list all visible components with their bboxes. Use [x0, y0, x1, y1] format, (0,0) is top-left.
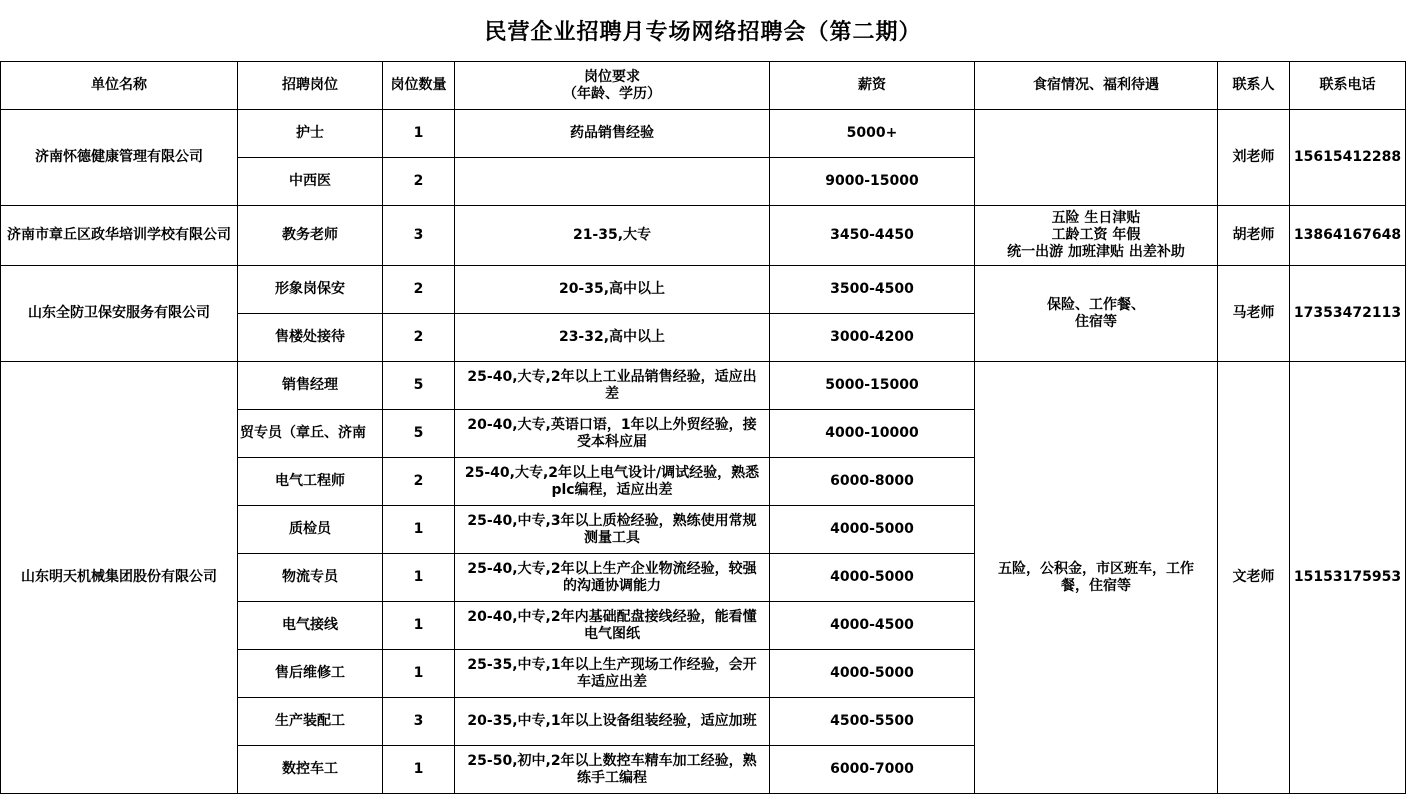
company-name: 山东明天机械集团股份有限公司 [1, 362, 238, 794]
header-count: 岗位数量 [383, 62, 455, 110]
job-salary: 4000-10000 [770, 410, 975, 458]
table-row [1, 206, 1406, 266]
job-position: 物流专员 [238, 554, 383, 602]
job-position: 教务老师 [238, 206, 383, 266]
company-name: 济南市章丘区政华培训学校有限公司 [1, 206, 238, 266]
job-salary: 4000-5000 [770, 554, 975, 602]
job-salary: 4500-5500 [770, 698, 975, 746]
header-position: 招聘岗位 [238, 62, 383, 110]
job-position: 生产装配工 [238, 698, 383, 746]
company-contact: 文老师 [1218, 362, 1290, 794]
job-salary: 4000-5000 [770, 506, 975, 554]
welfare-line: 工龄工资 年假 [1051, 227, 1141, 243]
job-position: 中西医 [238, 158, 383, 206]
job-count: 1 [383, 554, 455, 602]
job-requirement: 药品销售经验 [455, 110, 770, 158]
job-salary: 9000-15000 [770, 158, 975, 206]
page-title: 民营企业招聘月专场网络招聘会（第二期） [484, 20, 922, 45]
job-salary: 5000+ [770, 110, 975, 158]
job-position: 售楼处接待 [238, 314, 383, 362]
job-count: 3 [383, 698, 455, 746]
header-requirement [455, 62, 770, 110]
job-position: 质检员 [238, 506, 383, 554]
job-count: 5 [383, 362, 455, 410]
header-phone: 联系电话 [1290, 62, 1406, 110]
job-position: 销售经理 [238, 362, 383, 410]
company-welfare [975, 110, 1218, 206]
job-count: 1 [383, 746, 455, 794]
job-position: 形象岗保安 [238, 266, 383, 314]
job-salary: 3500-4500 [770, 266, 975, 314]
job-requirement: 25-40,中专,3年以上质检经验，熟练使用常规测量工具 [455, 506, 770, 554]
job-requirement: 25-40,大专,2年以上工业品销售经验，适应出差 [455, 362, 770, 410]
welfare-line: 统一出游 加班津贴 出差补助 [1007, 244, 1185, 260]
job-position: 数控车工 [238, 746, 383, 794]
company-contact: 刘老师 [1218, 110, 1290, 206]
job-requirement [455, 158, 770, 206]
company-phone: 17353472113 [1290, 266, 1406, 362]
job-salary: 3450-4450 [770, 206, 975, 266]
job-position: 贸专员（章丘、济南 [238, 410, 383, 458]
job-position: 护士 [238, 110, 383, 158]
job-count: 2 [383, 314, 455, 362]
job-count: 3 [383, 206, 455, 266]
job-requirement: 25-50,初中,2年以上数控车精车加工经验，熟练手工编程 [455, 746, 770, 794]
recruitment-table [0, 61, 1406, 794]
job-salary: 3000-4200 [770, 314, 975, 362]
company-phone: 15615412288 [1290, 110, 1406, 206]
company-name: 济南怀德健康管理有限公司 [1, 110, 238, 206]
job-count: 2 [383, 266, 455, 314]
job-position: 电气工程师 [238, 458, 383, 506]
table-row [1, 266, 1406, 314]
header-row [1, 62, 1406, 110]
job-requirement: 20-35,高中以上 [455, 266, 770, 314]
header-company: 单位名称 [1, 62, 238, 110]
job-count: 2 [383, 158, 455, 206]
job-salary: 4000-5000 [770, 650, 975, 698]
header-requirement-line2: （年龄、学历） [563, 85, 661, 102]
job-requirement: 23-32,高中以上 [455, 314, 770, 362]
job-count: 2 [383, 458, 455, 506]
job-requirement: 20-40,中专,2年内基础配盘接线经验，能看懂电气图纸 [455, 602, 770, 650]
job-count: 1 [383, 650, 455, 698]
job-count: 1 [383, 602, 455, 650]
company-phone: 15153175953 [1290, 362, 1406, 794]
job-requirement: 20-40,大专,英语口语，1年以上外贸经验，接受本科应届 [455, 410, 770, 458]
header-contact: 联系人 [1218, 62, 1290, 110]
job-salary: 6000-7000 [770, 746, 975, 794]
job-count: 5 [383, 410, 455, 458]
job-position: 电气接线 [238, 602, 383, 650]
job-requirement: 21-35,大专 [455, 206, 770, 266]
table-row [1, 362, 1406, 410]
header-requirement-line1: 岗位要求 [584, 68, 640, 85]
job-salary: 4000-4500 [770, 602, 975, 650]
company-phone: 13864167648 [1290, 206, 1406, 266]
company-contact: 胡老师 [1218, 206, 1290, 266]
job-requirement: 25-35,中专,1年以上生产现场工作经验，会开车适应出差 [455, 650, 770, 698]
job-count: 1 [383, 506, 455, 554]
job-requirement: 25-40,大专,2年以上生产企业物流经验，较强的沟通协调能力 [455, 554, 770, 602]
company-name: 山东全防卫保安服务有限公司 [1, 266, 238, 362]
job-count: 1 [383, 110, 455, 158]
table-row [1, 110, 1406, 158]
header-salary: 薪资 [770, 62, 975, 110]
job-position: 售后维修工 [238, 650, 383, 698]
welfare-line: 五险 生日津贴 [1051, 210, 1141, 226]
company-welfare: 保险、工作餐、住宿等 [975, 266, 1218, 362]
job-requirement: 25-40,大专,2年以上电气设计/调试经验，熟悉plc编程，适应出差 [455, 458, 770, 506]
job-salary: 6000-8000 [770, 458, 975, 506]
company-contact: 马老师 [1218, 266, 1290, 362]
job-salary: 5000-15000 [770, 362, 975, 410]
job-requirement: 20-35,中专,1年以上设备组装经验，适应加班 [455, 698, 770, 746]
header-welfare: 食宿情况、福利待遇 [975, 62, 1218, 110]
company-welfare: 五险，公积金，市区班车，工作餐，住宿等 [975, 362, 1218, 794]
company-welfare [975, 206, 1218, 266]
